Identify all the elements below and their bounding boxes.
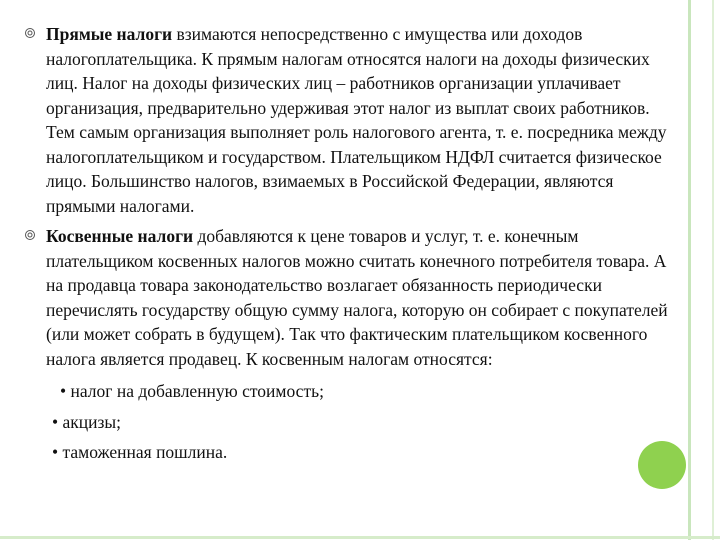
term-direct-taxes: Прямые налоги xyxy=(46,24,173,44)
vertical-rule-outer xyxy=(712,0,714,540)
circle-bullet-icon xyxy=(24,27,36,39)
circle-bullet-icon xyxy=(24,229,36,241)
text-direct-taxes: взимаются непосредственно с имущества или доходов налогоплательщика. К прямым налогам относятся налоги на доходы физических лиц. Налог на доходы физических лиц – работников организации уплачивает организация, предварительно удерживая этот налог из выплат своих работников. Тем самым организация выполняет роль налогового агента, т. е. посредника между налогоплательщиком и государством. Плательщиком НДФЛ считается физическое лицо. Большинство налогов, взимаемых в Российской Федерации, являются прямыми налогами. xyxy=(46,24,667,216)
indirect-taxes-list xyxy=(24,379,679,465)
list-item: • таможенная пошлина. xyxy=(52,442,228,462)
vertical-rule xyxy=(688,0,691,540)
list-item: • акцизы; xyxy=(52,411,122,432)
slide-content xyxy=(24,22,679,471)
bottom-rule xyxy=(0,536,720,539)
text-indirect-taxes: добавляются к цене товаров и услуг, т. е. конечным плательщиком косвенных налогов можно считать конечного потребителя товара. А на продавца товара законодательство возлагает обязанность периодически перечислять государству общую сумму налога, которую он собирает с покупателей (или может собрать в будущем). Так что фактическим плательщиком косвенного налога является продавец. К косвенным налогам относятся: xyxy=(46,226,668,369)
term-indirect-taxes: Косвенные налоги xyxy=(46,226,194,246)
green-circle-decoration xyxy=(638,441,686,489)
list-item: • налог на добавленную стоимость; xyxy=(60,381,324,401)
paragraph-indirect-taxes xyxy=(24,224,679,371)
paragraph-direct-taxes xyxy=(24,22,679,218)
